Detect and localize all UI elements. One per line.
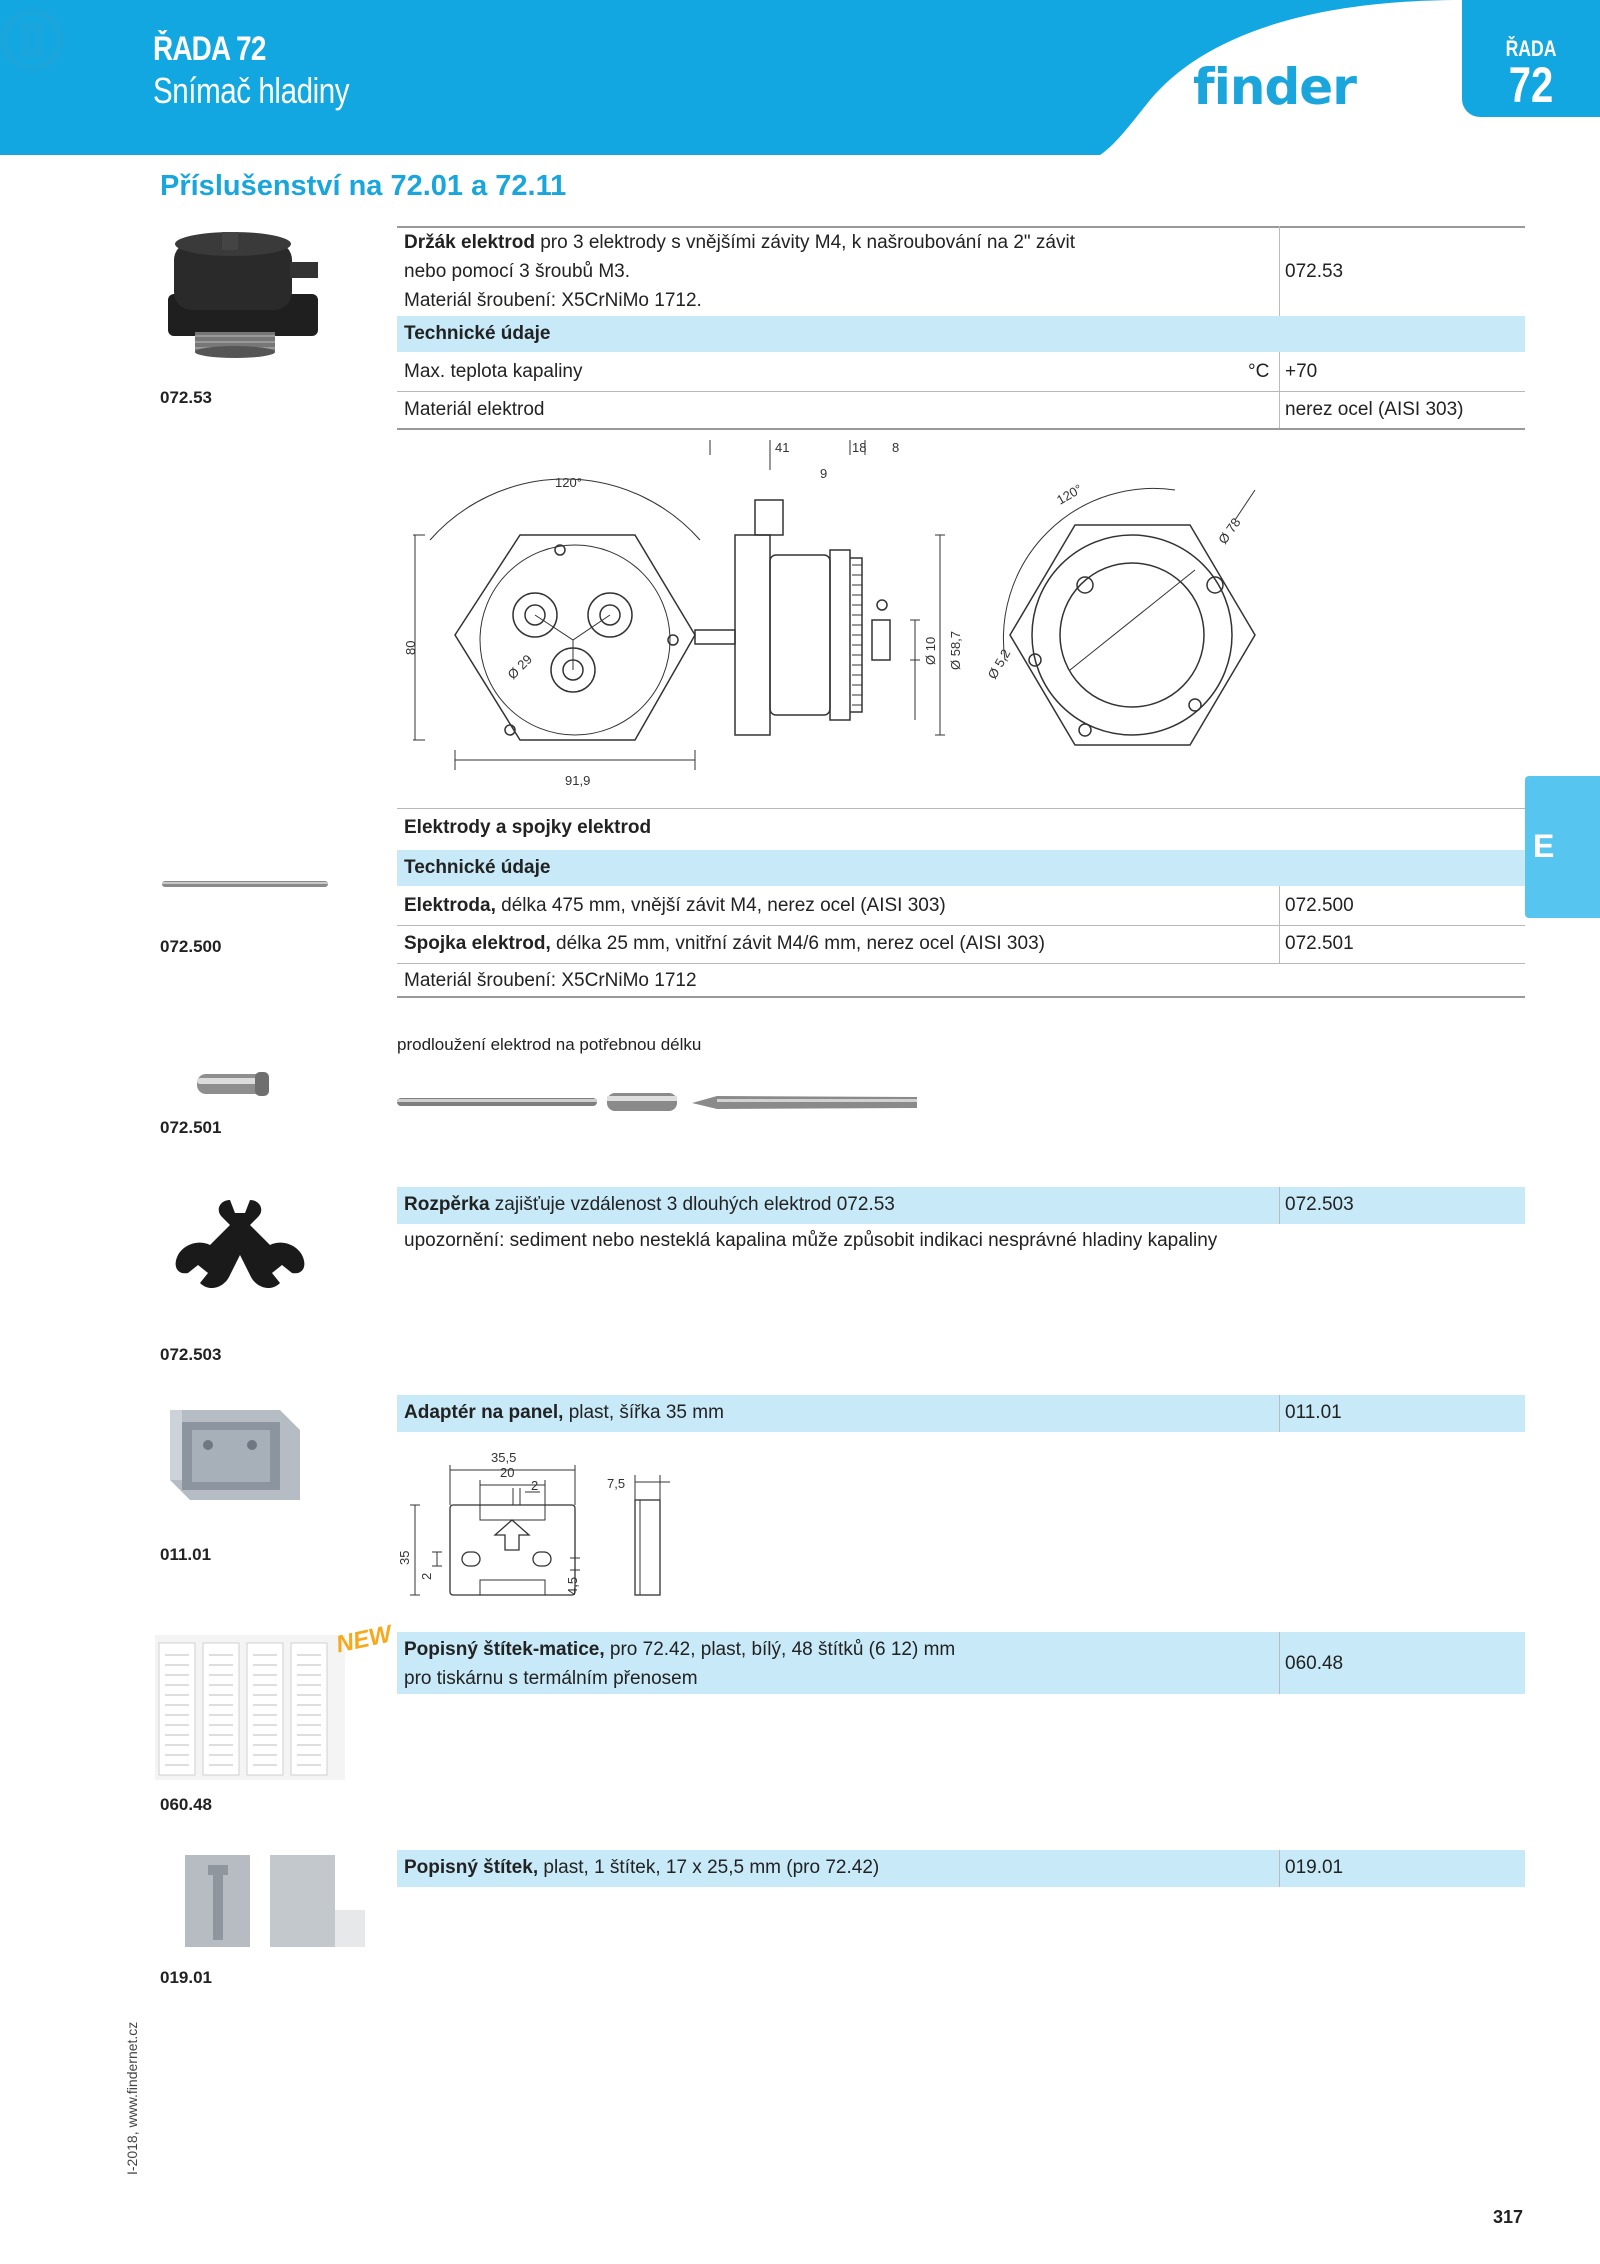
column-divider <box>1279 1395 1280 1432</box>
temp-value: +70 <box>1285 361 1318 382</box>
extension-photo <box>397 1088 917 1118</box>
dim-height: 80 <box>403 640 418 655</box>
electrodes-heading: Elektrody a spojky elektrod <box>404 817 652 838</box>
row-rule <box>397 963 1525 964</box>
label-matrix-photo <box>155 1635 345 1780</box>
electrode-row <box>404 895 946 917</box>
adapter-code: 011.01 <box>1285 1402 1342 1423</box>
spacer-desc-rest: zajišťuje vzdálenost 3 dlouhých elektrod 072.53 <box>489 1194 895 1215</box>
code-label-072-501: 072.501 <box>160 1118 222 1137</box>
dim-dia-5-2: Ø 5,2 <box>984 646 1014 682</box>
electrode-bold: Elektroda, <box>404 895 496 916</box>
electrode-rod-photo <box>160 875 330 895</box>
dim-4-5: 4,5 <box>565 1576 580 1595</box>
dim-dia-78: Ø 78 <box>1215 515 1244 547</box>
tech-header-row <box>397 316 1525 352</box>
dim-18: 18 <box>852 440 867 455</box>
holder-desc-bold: Držák elektrod <box>404 232 535 253</box>
temp-label: Max. teplota kapaliny <box>404 361 583 382</box>
code-label-019-01: 019.01 <box>160 1968 212 1987</box>
column-divider <box>1279 1187 1280 1224</box>
row-rule <box>397 925 1525 926</box>
extension-caption: prodloužení elektrod na potřebnou délku <box>397 1035 702 1054</box>
electrode-rest: délka 475 mm, vnější závit M4, nerez ocel (AISI 303) <box>495 895 946 916</box>
new-badge: NEW <box>333 1620 395 1659</box>
series-subtitle: Snímač hladiny <box>153 70 350 111</box>
coupling-rest: délka 25 mm, vnitřní závit M4/6 mm, nerez ocel (AISI 303) <box>550 933 1045 954</box>
inner-circle <box>480 545 670 735</box>
electrode-code: 072.500 <box>1285 895 1354 916</box>
finder-logo <box>0 0 240 80</box>
code-label-072-500: 072.500 <box>160 937 222 956</box>
adapter-drawing <box>395 1440 695 1615</box>
table-bottom-rule <box>397 996 1525 998</box>
brand-name: finder <box>1193 58 1356 116</box>
coupling-row <box>404 933 1045 955</box>
series-tab-label: ŘADA <box>1505 36 1557 61</box>
table-bottom-rule <box>397 428 1525 430</box>
holder-desc-rest: pro 3 elektrody s vnějšími závity M4, k našroubování na 2" závit <box>534 232 1075 253</box>
section-rule <box>397 808 1525 809</box>
holder-desc-line1 <box>404 232 1075 254</box>
column-divider <box>1279 352 1280 428</box>
label-matrix-code: 060.48 <box>1285 1653 1344 1674</box>
tech-header: Technické údaje <box>404 323 551 344</box>
adapter-desc-rest: plast, šířka 35 mm <box>563 1402 724 1423</box>
thread-material: Materiál šroubení: X5CrNiMo 1712 <box>404 970 697 991</box>
code-label-011-01: 011.01 <box>160 1545 212 1564</box>
label-matrix-desc-rest: pro 72.42, plast, bílý, 48 štítků (6 12) mm <box>604 1639 956 1660</box>
dim-angle-left: 120° <box>555 475 582 490</box>
dim-8: 8 <box>892 440 900 455</box>
label-desc <box>404 1857 879 1879</box>
dim-width: 91,9 <box>565 773 591 788</box>
coupling-photo <box>195 1068 275 1102</box>
dim-dia-29: Ø 29 <box>504 651 536 683</box>
dim-dia-10: Ø 10 <box>923 636 938 665</box>
dim-35-5: 35,5 <box>491 1450 517 1465</box>
table-top-rule <box>397 226 1525 228</box>
label-matrix-desc <box>404 1639 955 1661</box>
label-matrix-desc-bold: Popisný štítek-matice, <box>404 1639 605 1660</box>
code-label-072-53: 072.53 <box>160 388 212 407</box>
dim-angle-right: 120° <box>1054 481 1085 508</box>
column-divider <box>1279 886 1280 963</box>
dim-dia-58-7: Ø 58,7 <box>948 630 963 670</box>
dim-7-5: 7,5 <box>607 1476 626 1491</box>
page-header <box>0 0 1600 155</box>
electrodes-tech-header-row <box>397 850 1525 886</box>
adapter-desc <box>404 1402 724 1424</box>
section-title: Příslušenství na 72.01 a 72.11 <box>160 170 567 202</box>
holder-technical-drawing <box>395 440 1295 790</box>
coupling-bold: Spojka elektrod, <box>404 933 551 954</box>
holder-desc-line2: nebo pomocí 3 šroubů M3. <box>404 261 631 282</box>
label-desc-bold: Popisný štítek, <box>404 1857 539 1878</box>
spacer-code: 072.503 <box>1285 1194 1354 1215</box>
series-title: ŘADA 72 <box>153 30 266 68</box>
side-index-tab <box>1525 776 1600 918</box>
spacer-desc <box>404 1194 895 1216</box>
page-number: 317 <box>1493 2207 1524 2227</box>
side-index-letter: E <box>1533 828 1555 864</box>
label-code: 019.01 <box>1285 1857 1344 1878</box>
row-rule <box>397 391 1525 392</box>
column-divider <box>1279 1850 1280 1887</box>
dim-41: 41 <box>775 440 790 455</box>
footer-side-text: I-2018, www.findernet.cz <box>124 2021 140 2175</box>
dim-2a: 2 <box>531 1478 539 1493</box>
column-divider <box>1279 1632 1280 1694</box>
panel-adapter-photo <box>160 1400 310 1510</box>
spacer-note: upozornění: sediment nebo nesteklá kapalina může způsobit indikaci nesprávné hladiny kapaliny <box>404 1230 1218 1251</box>
material-label: Materiál elektrod <box>404 399 545 420</box>
temp-unit: °C <box>1248 361 1270 382</box>
label-desc-rest: plast, 1 štítek, 17 x 25,5 mm (pro 72.42) <box>538 1857 880 1878</box>
dim-2b: 2 <box>419 1572 434 1580</box>
electrode-holder-photo <box>160 232 330 372</box>
code-label-060-48: 060.48 <box>160 1795 212 1814</box>
hex-back-outline <box>1010 525 1255 745</box>
dim-20: 20 <box>500 1465 515 1480</box>
holder-desc-line3: Materiál šroubení: X5CrNiMo 1712. <box>404 290 702 311</box>
spacer-photo <box>170 1195 310 1315</box>
material-value: nerez ocel (AISI 303) <box>1285 399 1464 420</box>
label-photo <box>180 1850 380 1955</box>
coupling-code: 072.501 <box>1285 933 1354 954</box>
spacer-desc-bold: Rozpěrka <box>404 1194 490 1215</box>
label-matrix-desc-line2: pro tiskárnu s termálním přenosem <box>404 1668 698 1689</box>
series-tab <box>1462 0 1600 117</box>
code-label-072-503: 072.503 <box>160 1345 222 1364</box>
holder-code: 072.53 <box>1285 261 1344 282</box>
dim-35: 35 <box>397 1550 412 1565</box>
hex-front-outline <box>455 535 695 740</box>
adapter-desc-bold: Adaptér na panel, <box>404 1402 564 1423</box>
series-tab-number: 72 <box>1508 57 1554 113</box>
electrodes-tech-header: Technické údaje <box>404 857 551 878</box>
dim-9: 9 <box>820 466 828 481</box>
